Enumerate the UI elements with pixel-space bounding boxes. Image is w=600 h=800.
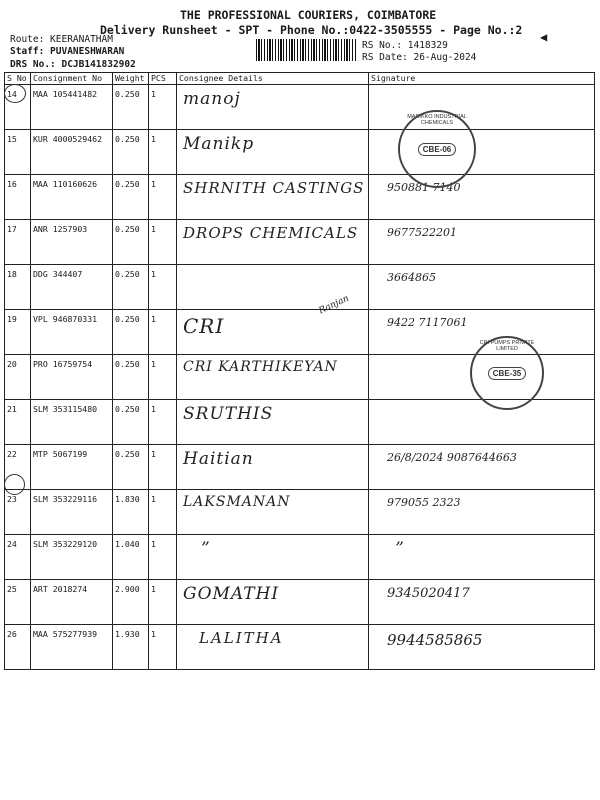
consignee-handwriting: SRUTHIS (183, 404, 274, 424)
cell-sno: 17 (5, 220, 31, 265)
table-row (5, 490, 595, 535)
cell-consignment: SLM 353115480 (31, 400, 113, 445)
barcode (256, 39, 356, 61)
consignee-handwriting: manoj (183, 89, 241, 109)
cell-weight: 2.900 (113, 580, 149, 625)
cell-pcs: 1 (149, 130, 177, 175)
cell-consignee (177, 310, 369, 355)
cell-weight: 0.250 (113, 400, 149, 445)
cell-pcs: 1 (149, 310, 177, 355)
consignee-handwriting (177, 265, 368, 269)
signature-handwriting: 979055 2323 (387, 496, 461, 509)
table-row (5, 130, 595, 175)
cell-pcs: 1 (149, 580, 177, 625)
cell-pcs: 1 (149, 445, 177, 490)
cell-weight: 0.250 (113, 175, 149, 220)
cell-weight: 1.830 (113, 490, 149, 535)
cell-consignment: ART 2018274 (31, 580, 113, 625)
runsheet-subtitle: Delivery Runsheet - SPT - Phone No.:0422-3505555 - Page No.:2 (100, 23, 523, 37)
cell-consignment: PRO 16759754 (31, 355, 113, 400)
cell-pcs: 1 (149, 535, 177, 580)
cell-signature (369, 580, 595, 625)
cell-signature (369, 490, 595, 535)
cell-consignment: SLM 353229120 (31, 535, 113, 580)
table-row (5, 220, 595, 265)
header-sno: S No (5, 73, 31, 85)
cell-sno: 14 (5, 85, 31, 130)
cell-consignment: MAA 575277939 (31, 625, 113, 670)
table-row (5, 175, 595, 220)
signature-handwriting: 3664865 (387, 271, 436, 284)
company-title: THE PROFESSIONAL COURIERS, COIMBATORE (180, 8, 437, 22)
cell-pcs: 1 (149, 625, 177, 670)
cell-signature (369, 175, 595, 220)
cell-pcs: 1 (149, 175, 177, 220)
stamp-ring-text: CRI PUMPS PRIVATE LIMITED (479, 340, 535, 352)
cell-pcs: 1 (149, 355, 177, 400)
cell-signature (369, 400, 595, 445)
cell-sno: 19 (5, 310, 31, 355)
cell-consignee (177, 400, 369, 445)
cell-weight: 0.250 (113, 220, 149, 265)
cell-sno: 22 (5, 445, 31, 490)
cell-consignee (177, 220, 369, 265)
cell-sno: 25 (5, 580, 31, 625)
cell-consignment: MTP 5067199 (31, 445, 113, 490)
cell-weight: 0.250 (113, 265, 149, 310)
consignee-handwriting: GOMATHI (183, 584, 280, 604)
header-consignee: Consignee Details (177, 73, 369, 85)
header-weight: Weight (113, 73, 149, 85)
cell-consignment: DDG 344407 (31, 265, 113, 310)
consignee-handwriting: LALITHA (199, 629, 284, 647)
stamp-code: CBE-35 (488, 367, 526, 380)
handwritten-note: Ranjan (317, 293, 351, 317)
cell-sno: 15 (5, 130, 31, 175)
cell-consignee (177, 445, 369, 490)
cell-pcs: 1 (149, 400, 177, 445)
signature-handwriting: 950881 7140 (387, 181, 461, 194)
signature-handwriting: 9944585865 (387, 631, 483, 649)
cell-consignment: VPL 946870331 (31, 310, 113, 355)
cell-sno: 16 (5, 175, 31, 220)
consignee-handwriting: ” ” (201, 539, 494, 559)
cell-sno: 23 (5, 490, 31, 535)
cell-sno: 24 (5, 535, 31, 580)
cell-weight: 1.930 (113, 625, 149, 670)
header-signature: Signature (369, 73, 595, 85)
cell-consignee (177, 625, 369, 670)
table-row (5, 580, 595, 625)
staff-label: Staff: PUVANESHWARAN (10, 46, 125, 57)
cell-consignee (177, 175, 369, 220)
arrow-mark-icon: ◀ (540, 30, 548, 44)
consignee-handwriting: DROPS CHEMICALS (183, 224, 359, 242)
cell-consignee (177, 490, 369, 535)
cell-consignee (177, 535, 494, 580)
table-row (5, 265, 595, 310)
consignee-handwriting: LAKSMANAN (183, 494, 291, 510)
header-pcs: PCS (149, 73, 177, 85)
cell-pcs: 1 (149, 265, 177, 310)
cell-sno: 18 (5, 265, 31, 310)
company-stamp (398, 110, 476, 188)
header-consignment: Consignment No (31, 73, 113, 85)
cell-consignment: MAA 105441482 (31, 85, 113, 130)
cell-signature (369, 220, 595, 265)
signature-handwriting: 9422 7117061 (387, 316, 468, 329)
signature-handwriting: 9345020417 (387, 586, 470, 601)
table-row (5, 85, 595, 130)
signature-handwriting: 26/8/2024 9087644663 (387, 451, 517, 464)
cell-weight: 0.250 (113, 130, 149, 175)
consignee-handwriting: CRI KARTHIKEYAN (183, 359, 338, 375)
signature-handwriting (369, 400, 594, 406)
table-row (5, 535, 595, 580)
cell-pcs: 1 (149, 85, 177, 130)
cell-consignee (177, 355, 369, 400)
circle-mark-icon (4, 474, 25, 495)
cell-sno: 21 (5, 400, 31, 445)
cell-weight: 0.250 (113, 445, 149, 490)
consignee-handwriting: Haitian (183, 449, 254, 469)
cell-consignee (177, 130, 369, 175)
cell-weight: 0.250 (113, 85, 149, 130)
cell-weight: 0.250 (113, 310, 149, 355)
cell-consignment: ANR 1257903 (31, 220, 113, 265)
table-row (5, 445, 595, 490)
cell-weight: 0.250 (113, 355, 149, 400)
cell-weight: 1.040 (113, 535, 149, 580)
signature-handwriting (369, 85, 594, 91)
consignee-handwriting: Manikp (183, 134, 255, 154)
company-stamp (470, 336, 544, 410)
drs-label: DRS No.: DCJB141832902 (10, 59, 136, 70)
circle-mark-icon (4, 84, 26, 103)
table-row (5, 625, 595, 670)
cell-sno: 26 (5, 625, 31, 670)
cell-signature (369, 265, 595, 310)
stamp-code: CBE-06 (418, 143, 456, 156)
cell-sno: 20 (5, 355, 31, 400)
stamp-ring-text: MARIKKO INDUSTRIAL CHEMICALS (407, 114, 467, 126)
cell-consignment: KUR 4000529462 (31, 130, 113, 175)
cell-signature (369, 625, 595, 670)
cell-consignment: MAA 110160626 (31, 175, 113, 220)
rs-number: RS No.: 1418329 (362, 40, 448, 51)
cell-consignee (177, 85, 369, 130)
table-header-row (5, 73, 595, 85)
route-label: Route: KEERANATHAM (10, 34, 113, 45)
cell-pcs: 1 (149, 490, 177, 535)
consignee-handwriting: SHRNITH CASTINGS (183, 179, 365, 197)
cell-pcs: 1 (149, 220, 177, 265)
rs-date: RS Date: 26-Aug-2024 (362, 52, 477, 63)
signature-handwriting: 9677522201 (387, 226, 457, 239)
consignee-handwriting: CRI (183, 314, 225, 338)
cell-signature (369, 445, 595, 490)
cell-consignment: SLM 353229116 (31, 490, 113, 535)
cell-consignee (177, 580, 369, 625)
